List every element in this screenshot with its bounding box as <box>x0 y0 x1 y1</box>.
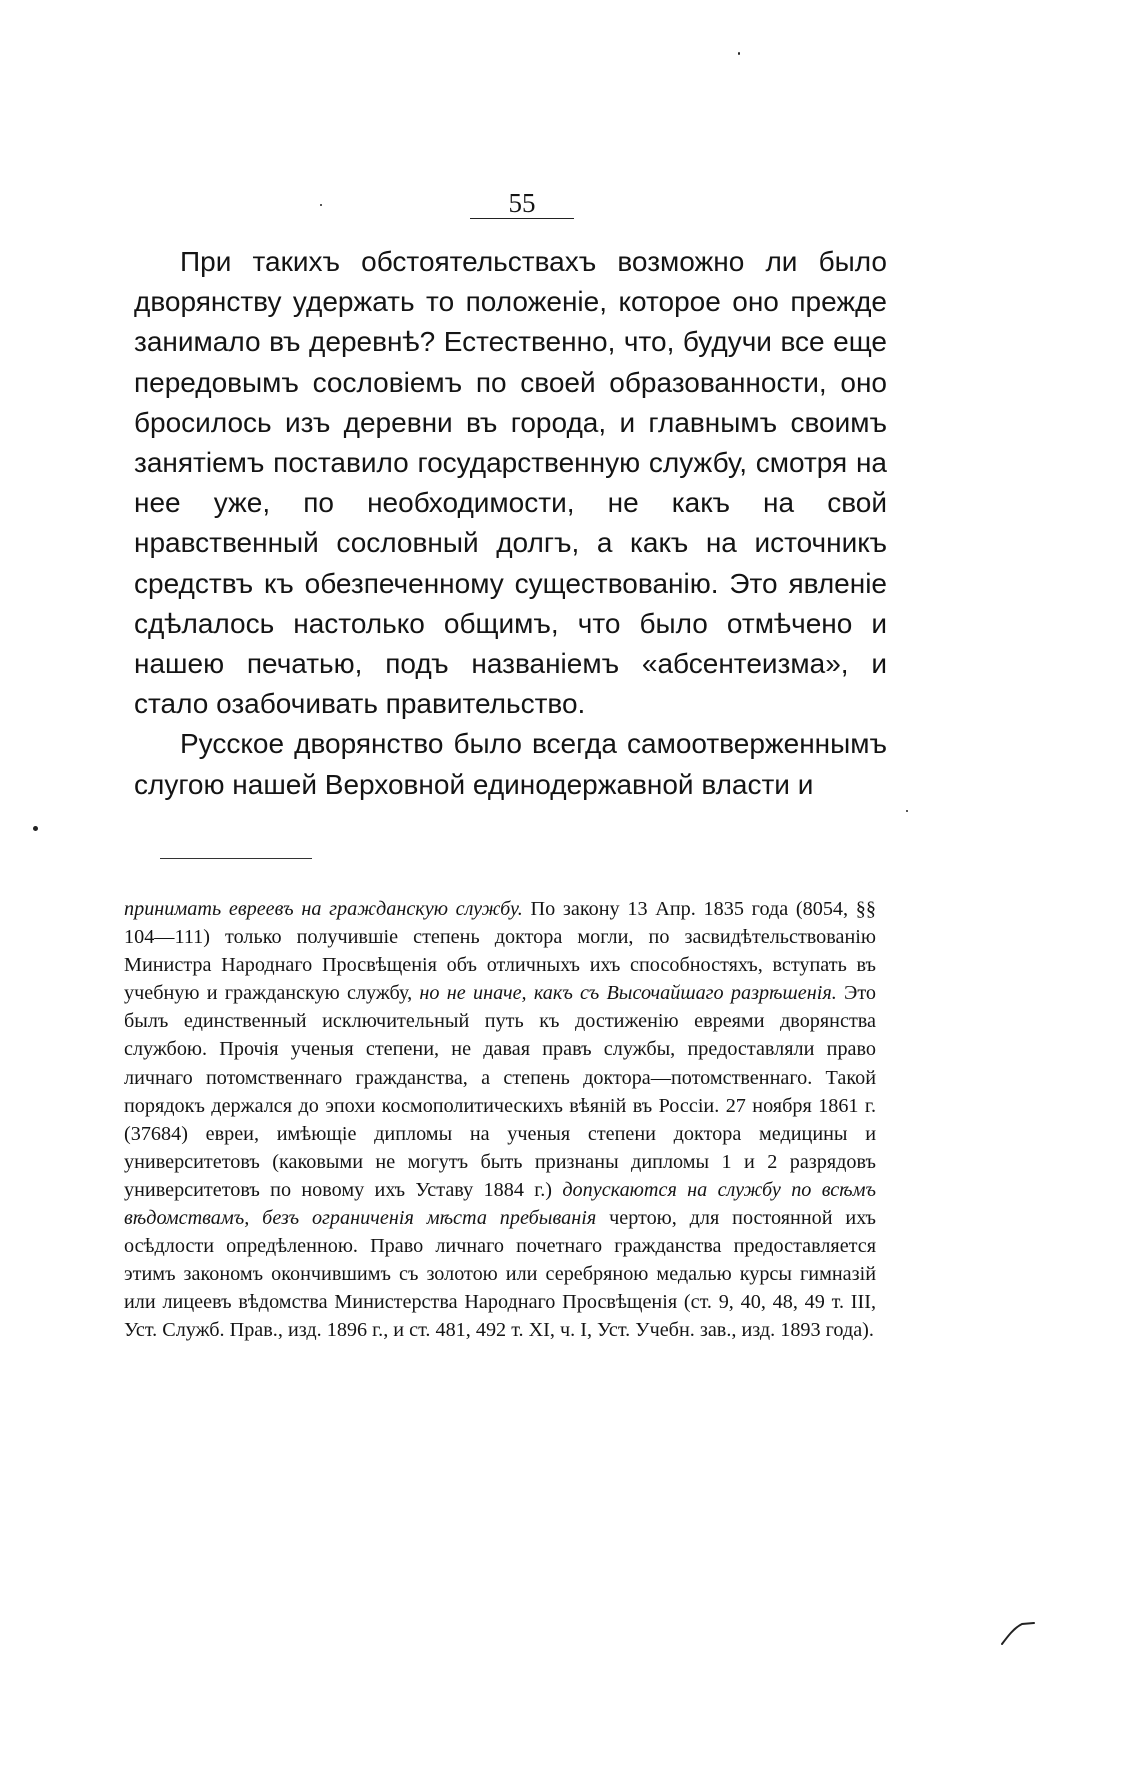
scan-speck <box>320 204 322 206</box>
footnote-italic-3: допускаются на службу по всѣмъ вѣдомствамъ, безъ ограниченія мѣста пребыванія <box>124 1178 876 1230</box>
footnote-italic-1: принимать евреевъ на гражданскую службу. <box>124 898 523 920</box>
footnote <box>124 895 876 1345</box>
footnote-text-1: По закону 13 Апр. 1835 года (8054, §§ 104—111) только получившіе степень доктора могли, по засвидѣтельствованію Министра Народнаго Просвѣщенія объ отличныхъ ихъ способностяхъ, вступать въ учебную и гражданскую службу, <box>124 898 876 1005</box>
footnote-paragraph <box>124 895 876 1345</box>
page-number: 55 <box>470 188 574 219</box>
scan-speck <box>33 826 38 831</box>
scan-speck <box>906 810 908 812</box>
scan-speck <box>738 52 740 55</box>
pen-mark-icon <box>1000 1618 1036 1646</box>
footnote-divider <box>160 858 312 859</box>
main-text <box>134 242 887 805</box>
footnote-text-3: чертою, для постоянной ихъ осѣдлости опредѣленною. Право личнаго почетнаго гражданства предоставляется этимъ закономъ окончившимъ съ золотою или серебряною медалью курсы гимназій или лицеевъ вѣдомства Министерства Народнаго Просвѣщенія (ст. 9, 40, 48, 49 т. III, Уст. Служб. Прав., изд. 1896 г., и ст. 481, 492 т. XI, ч. I, Уст. Учебн. зав., изд. 1893 года). <box>124 1207 876 1342</box>
paragraph-1: При такихъ обстоятельствахъ возможно ли было дворянству удержать то положеніе, которое оно прежде занимало въ деревнѣ? Естественно, что, будучи все еще передовымъ сословіемъ по своей образованности, оно бросилось изъ деревни въ города, и главнымъ своимъ занятіемъ поставило государственную службу, смотря на нее уже, по необходимости, не какъ на свой нравственный сословный долгъ, а какъ на источникъ средствъ къ обезпеченному существованію. Это явленіе сдѣлалось настолько общимъ, что было отмѣчено и нашею печатью, подъ названіемъ «абсентеизма», и стало озабочивать правительство. <box>134 246 887 720</box>
footnote-italic-2: но не иначе, какъ съ Высочайшаго разрѣшенія. <box>419 982 837 1005</box>
paragraph-2: Русское дворянство было всегда самоотверженнымъ слугою нашей Верховной единодержавной власти и <box>134 728 887 800</box>
footnote-text-2: Это былъ единственный исключительный путь къ достиженію евреями дворянства службою. Прочія ученыя степени, не давая правъ службы, предоставляли право личнаго потомственнаго гражданства, а степень доктора—потомственнаго. Такой порядокъ держался до эпохи космополитическихъ вѣяній въ Россіи. 27 ноября 1861 г. (37684) евреи, имѣющіе дипломы на ученыя степени доктора медицины и университетовъ (каковыми не могутъ быть признаны дипломы 1 и 2 разрядовъ университетовъ по новому ихъ Уставу 1884 г.) <box>124 982 876 1201</box>
